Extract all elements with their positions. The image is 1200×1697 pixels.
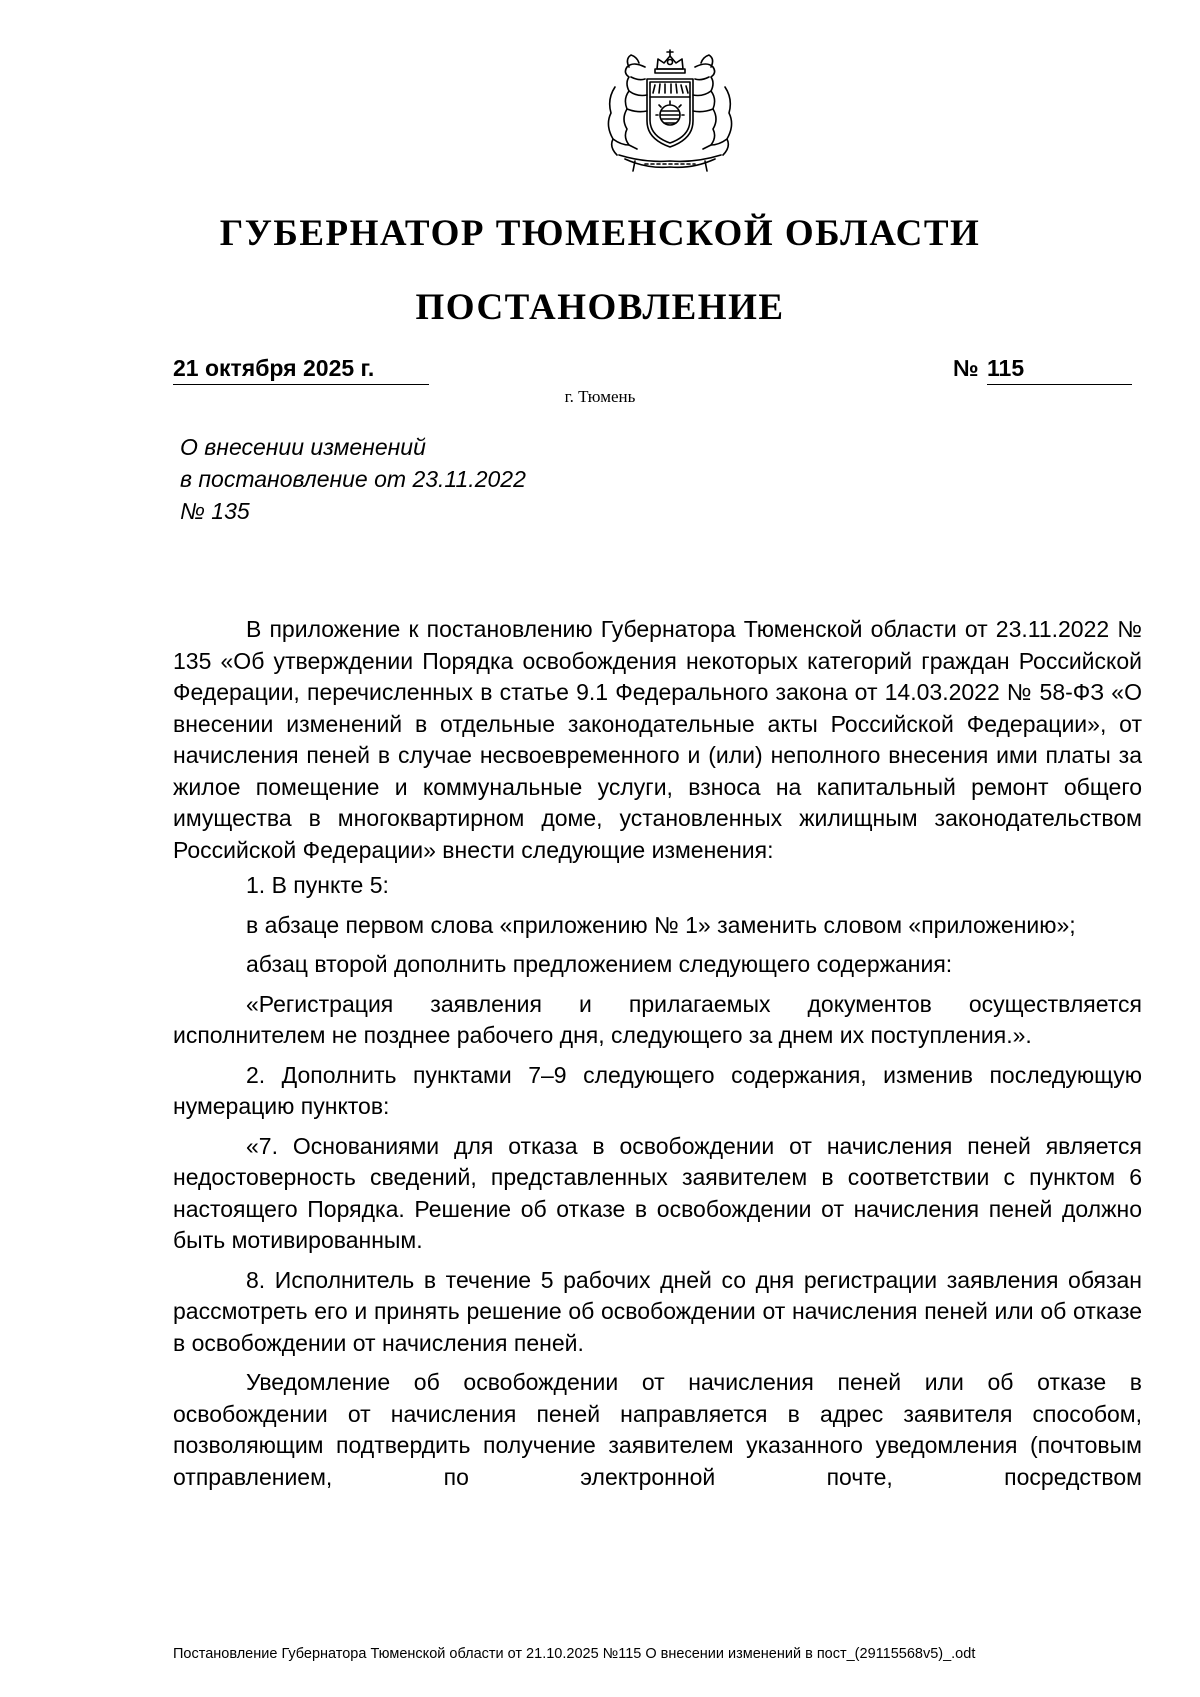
document-type-heading: ПОСТАНОВЛЕНИЕ xyxy=(415,287,785,328)
document-city: г. Тюмень xyxy=(564,387,636,406)
subject-line: О внесении изменений xyxy=(180,434,426,460)
document-body xyxy=(173,614,1142,1501)
page-footer: Постановление Губернатора Тюменской области от 21.10.2025 №115 О внесении изменений в пост_(29115568v5)_.odt xyxy=(173,1646,976,1662)
subject-line: № 135 xyxy=(180,498,250,524)
document-subject xyxy=(180,431,526,527)
document-number-field xyxy=(953,353,1136,385)
coat-of-arms-emblem xyxy=(585,47,755,175)
body-paragraph: «Регистрация заявления и прилагаемых документов осуществляется исполнителем не позднее рабочего дня, следующего за днем их поступления.». xyxy=(173,990,1142,1048)
body-paragraph: 8. Исполнитель в течение 5 рабочих дней со дня регистрации заявления обязан рассмотреть его и принять решение об освобождении от начисления пеней или об отказе в освобождении от начисления пеней. xyxy=(173,1266,1142,1356)
document-date: 21 октября 2025 г. xyxy=(173,353,429,385)
body-paragraph: 1. В пункте 5: xyxy=(246,872,389,898)
document-number: 115 xyxy=(987,353,1132,385)
body-paragraph: в абзаце первом слова «приложению № 1» заменить словом «приложению»; xyxy=(246,911,1076,938)
subject-line: в постановление от 23.11.2022 xyxy=(180,466,526,492)
body-paragraph: «7. Основаниями для отказа в освобождении от начисления пеней является недостоверность сведений, представленных заявителем в соответствии с пунктом 6 настоящего Порядка. Решение об отказе в освобождении от начисления пеней должно быть мотивированным. xyxy=(173,1132,1142,1253)
body-paragraph: абзац второй дополнить предложением следующего содержания: xyxy=(246,951,953,977)
body-paragraph: 2. Дополнить пунктами 7–9 следующего содержания, изменив последующую нумерацию пунктов: xyxy=(173,1061,1142,1119)
body-paragraph: Уведомление об освобождении от начисления пеней или об отказе в освобождении от начисления пеней направляется в адрес заявителя способом, позволяющим подтвердить получение заявителем указанного уведомления (почтовым отправлением, по электронной почте, посредством xyxy=(173,1369,1142,1490)
body-paragraph: В приложение к постановлению Губернатора Тюменской области от 23.11.2022 № 135 «Об утверждении Порядка освобождения некоторых категорий граждан Российской Федерации, перечисленных в статье 9.1 Федерального закона от 14.03.2022 № 58-ФЗ «О внесении изменений в отдельные законодательные акты Российской Федерации», от начисления пеней в случае несвоевременного и (или) неполного внесения ими платы за жилое помещение и коммунальные услуги, взноса на капитальный ремонт общего имущества в многоквартирном доме, установленных жилищным законодательством Российской Федерации» внести следующие изменения: xyxy=(173,616,1142,863)
issuing-authority-heading: ГУБЕРНАТОР ТЮМЕНСКОЙ ОБЛАСТИ xyxy=(219,213,981,254)
number-sign: № xyxy=(953,355,979,381)
